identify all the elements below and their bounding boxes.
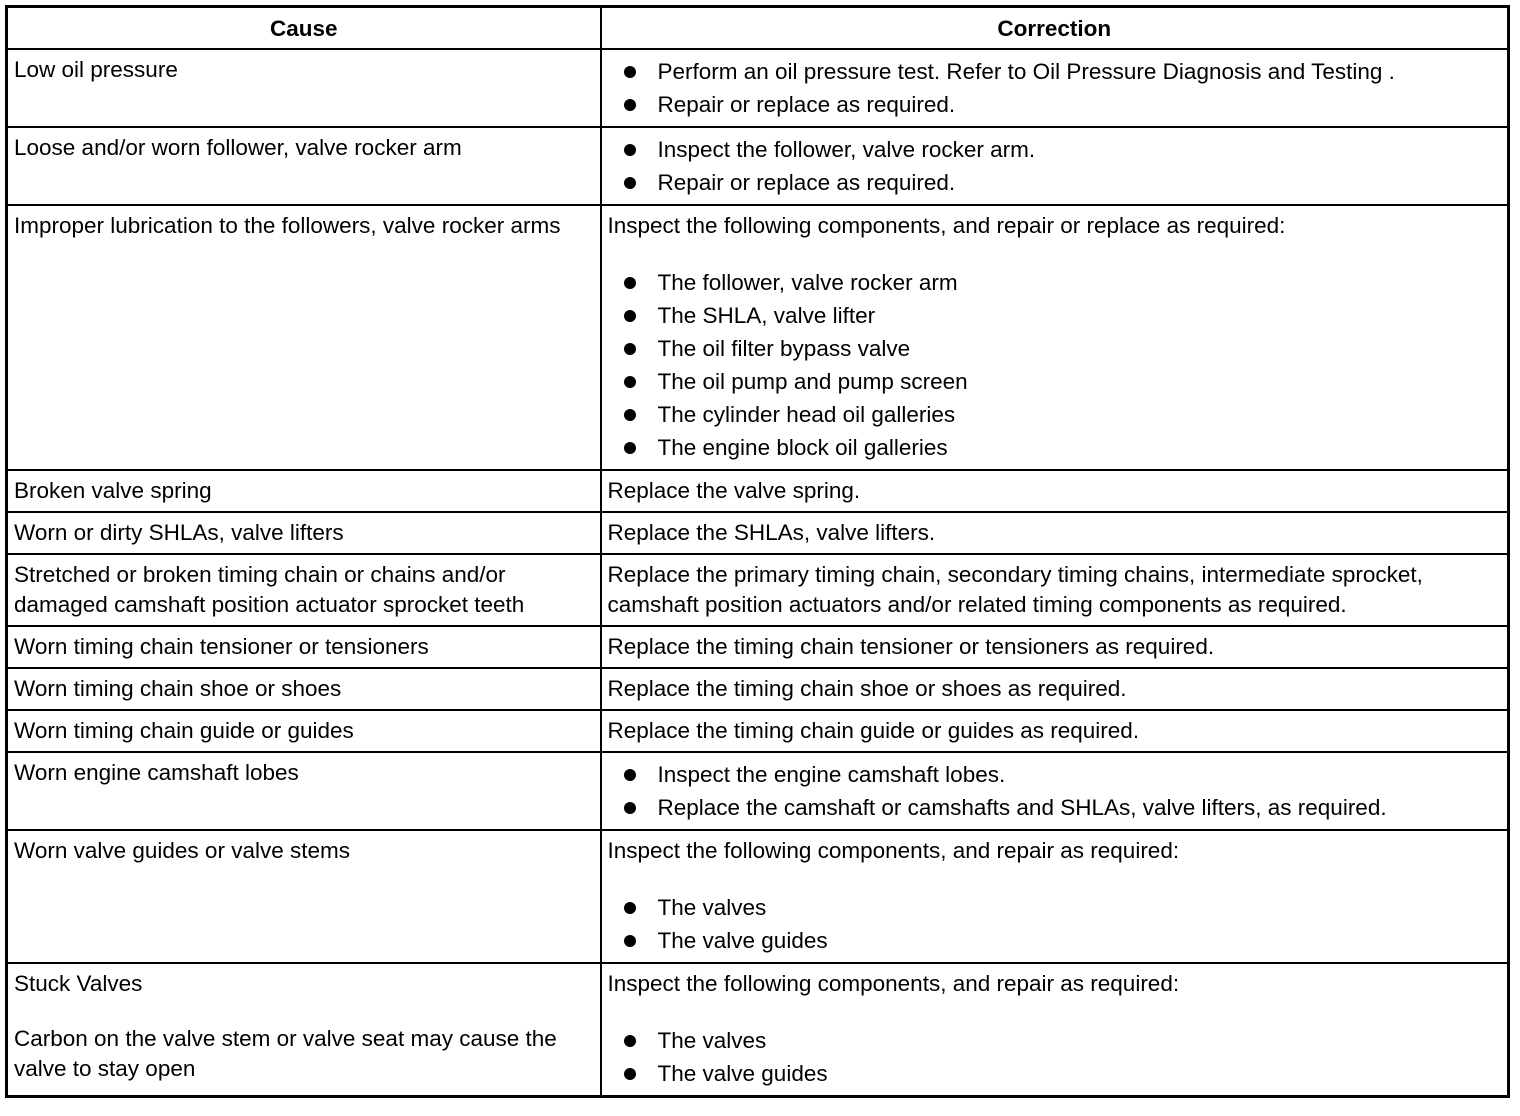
bullet-dot-icon	[624, 935, 636, 947]
table-row	[7, 626, 1509, 668]
bullet-text: The SHLA, valve lifter	[657, 303, 876, 328]
correction-bullet-item	[624, 891, 1502, 924]
correction-bullet-item	[624, 1057, 1502, 1090]
correction-bullet-item	[624, 758, 1502, 791]
bullet-text: The engine block oil galleries	[657, 435, 948, 460]
cause-cell	[7, 668, 601, 710]
bullet-dot-icon	[624, 802, 636, 814]
correction-bullet-list	[608, 55, 1502, 121]
correction-cell	[601, 710, 1509, 752]
cause-text: Worn timing chain guide or guides	[14, 718, 354, 743]
bullet-dot-icon	[624, 343, 636, 355]
cause-cell	[7, 512, 601, 554]
cause-cell	[7, 710, 601, 752]
correction-bullet-item	[624, 88, 1502, 121]
cause-cell	[7, 127, 601, 205]
bullet-dot-icon	[624, 902, 636, 914]
cause-cell	[7, 626, 601, 668]
cause-column-header: Cause	[7, 7, 601, 50]
correction-bullet-item	[624, 299, 1502, 332]
cause-text: Improper lubrication to the followers, valve rocker arms	[14, 213, 561, 238]
correction-bullet-item	[624, 398, 1502, 431]
table-row	[7, 470, 1509, 512]
bullet-text: Repair or replace as required.	[657, 92, 956, 117]
correction-text: Inspect the following components, and repair or replace as required:	[607, 213, 1286, 238]
table-row	[7, 830, 1509, 963]
table-body	[7, 49, 1509, 1097]
correction-cell	[601, 127, 1509, 205]
correction-text: Replace the timing chain tensioner or tensioners as required.	[607, 634, 1215, 659]
correction-cell	[601, 752, 1509, 830]
correction-text: Replace the valve spring.	[607, 478, 861, 503]
cause-text: Low oil pressure	[14, 57, 178, 82]
bullet-dot-icon	[624, 769, 636, 781]
bullet-text: The valves	[657, 895, 767, 920]
correction-text: Replace the primary timing chain, secondary timing chains, intermediate sprocket, camshaft position actuators and/or related timing components as required.	[607, 562, 1423, 617]
correction-text: Inspect the following components, and repair as required:	[607, 971, 1180, 996]
cause-text: Worn timing chain shoe or shoes	[14, 676, 342, 701]
correction-bullet-list	[608, 758, 1502, 824]
table-row	[7, 963, 1509, 1097]
correction-cell	[601, 963, 1509, 1097]
correction-bullet-item	[624, 365, 1502, 398]
header-row	[7, 7, 1509, 50]
correction-text: Replace the timing chain guide or guides as required.	[607, 718, 1140, 743]
correction-cell	[601, 626, 1509, 668]
bullet-text: The oil filter bypass valve	[657, 336, 911, 361]
table-row	[7, 668, 1509, 710]
bullet-dot-icon	[624, 99, 636, 111]
correction-text: Replace the timing chain shoe or shoes as required.	[607, 676, 1127, 701]
correction-bullet-item	[624, 791, 1502, 824]
bullet-dot-icon	[624, 1035, 636, 1047]
bullet-text: The follower, valve rocker arm	[657, 270, 958, 295]
cause-cell	[7, 752, 601, 830]
correction-bullet-list	[608, 133, 1502, 199]
correction-bullet-item	[624, 332, 1502, 365]
correction-cell	[601, 49, 1509, 127]
correction-cell	[601, 554, 1509, 626]
cause-cell	[7, 49, 601, 127]
correction-bullet-item	[624, 166, 1502, 199]
bullet-dot-icon	[624, 409, 636, 421]
table-row	[7, 127, 1509, 205]
bullet-dot-icon	[624, 376, 636, 388]
bullet-text: The valve guides	[657, 1061, 828, 1086]
correction-cell	[601, 512, 1509, 554]
table-row	[7, 752, 1509, 830]
bullet-text: Replace the camshaft or camshafts and SHLAs, valve lifters, as required.	[657, 795, 1387, 820]
table-row	[7, 512, 1509, 554]
bullet-dot-icon	[624, 66, 636, 78]
bullet-text: The valves	[657, 1028, 767, 1053]
correction-bullet-item	[624, 266, 1502, 299]
cause-text: Stuck Valves	[14, 971, 143, 996]
bullet-dot-icon	[624, 177, 636, 189]
correction-bullet-list	[608, 891, 1502, 957]
correction-bullet-item	[624, 133, 1502, 166]
correction-bullet-item	[624, 431, 1502, 464]
cause-text: Worn or dirty SHLAs, valve lifters	[14, 520, 344, 545]
table-row	[7, 554, 1509, 626]
bullet-dot-icon	[624, 277, 636, 289]
bullet-text: The valve guides	[657, 928, 828, 953]
correction-text: Inspect the following components, and repair as required:	[607, 838, 1180, 863]
cause-cell	[7, 963, 601, 1097]
cause-text: Broken valve spring	[14, 478, 212, 503]
bullet-text: Inspect the engine camshaft lobes.	[657, 762, 1006, 787]
correction-cell	[601, 668, 1509, 710]
diagnostic-table	[5, 5, 1510, 1098]
table-row	[7, 49, 1509, 127]
correction-bullet-list	[608, 266, 1502, 464]
bullet-text: Repair or replace as required.	[657, 170, 956, 195]
correction-bullet-item	[624, 924, 1502, 957]
correction-column-header: Correction	[601, 7, 1509, 50]
correction-bullet-item	[624, 1024, 1502, 1057]
cause-cell	[7, 470, 601, 512]
cause-cell	[7, 554, 601, 626]
correction-text: Replace the SHLAs, valve lifters.	[607, 520, 936, 545]
correction-cell	[601, 470, 1509, 512]
bullet-text: The oil pump and pump screen	[657, 369, 968, 394]
correction-cell	[601, 205, 1509, 470]
bullet-text: Inspect the follower, valve rocker arm.	[657, 137, 1036, 162]
table-row	[7, 205, 1509, 470]
cause-text: Worn valve guides or valve stems	[14, 838, 350, 863]
cause-cell	[7, 830, 601, 963]
bullet-dot-icon	[624, 442, 636, 454]
cause-text: Carbon on the valve stem or valve seat may cause the valve to stay open	[14, 1026, 557, 1081]
bullet-dot-icon	[624, 144, 636, 156]
table-row	[7, 710, 1509, 752]
correction-bullet-item	[624, 55, 1502, 88]
cause-cell	[7, 205, 601, 470]
cause-text: Loose and/or worn follower, valve rocker arm	[14, 135, 462, 160]
correction-cell	[601, 830, 1509, 963]
bullet-text: Perform an oil pressure test. Refer to Oil Pressure Diagnosis and Testing .	[657, 59, 1395, 84]
bullet-text: The cylinder head oil galleries	[657, 402, 956, 427]
cause-text: Stretched or broken timing chain or chains and/or damaged camshaft position actuator sprocket teeth	[14, 562, 525, 617]
correction-bullet-list	[608, 1024, 1502, 1090]
bullet-dot-icon	[624, 1068, 636, 1080]
cause-text: Worn timing chain tensioner or tensioners	[14, 634, 429, 659]
cause-text: Worn engine camshaft lobes	[14, 760, 299, 785]
bullet-dot-icon	[624, 310, 636, 322]
